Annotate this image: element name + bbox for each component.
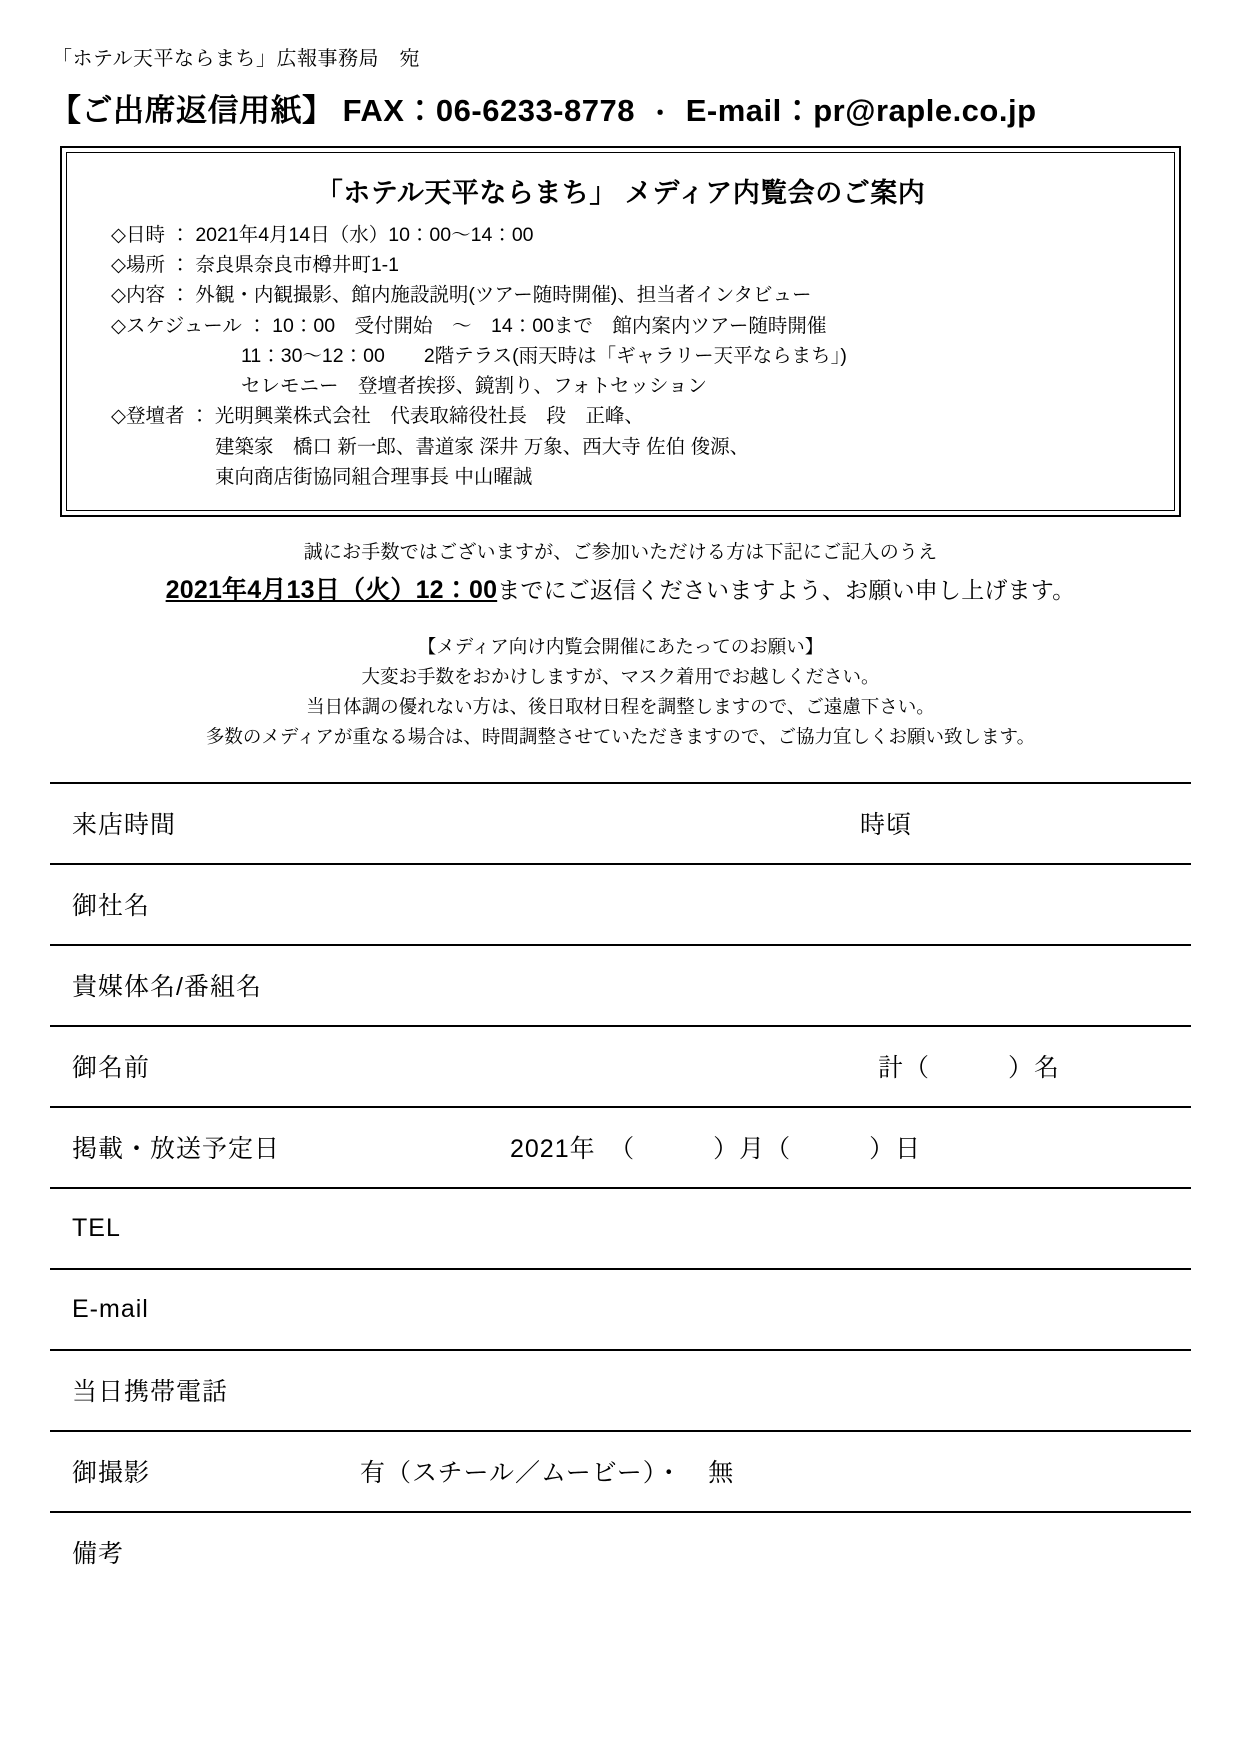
event-place: ◇場所 ： 奈良県奈良市樽井町1-1: [111, 254, 400, 277]
covid-notice-title: 【メディア向け内覧会開催にあたってのお願い】: [417, 635, 824, 657]
form-row-photography[interactable]: [50, 1432, 1191, 1513]
form-row-remarks[interactable]: [50, 1513, 1191, 1592]
form-label-remarks: 備考: [72, 1540, 125, 1569]
event-speakers-detail-2: 東向商店街協同組合理事長 中山曜誠: [215, 465, 533, 488]
event-datetime: ◇日時 ： 2021年4月14日（水）10：00～14：00: [111, 224, 534, 246]
reply-form-table: [50, 782, 1191, 1592]
form-label-email: E-mail: [72, 1294, 149, 1323]
covid-notice-line-3: 多数のメディアが重なる場合は、時間調整させていただきますので、ご協力宜しくお願い致します。: [205, 725, 1036, 747]
form-row-mobile[interactable]: [50, 1351, 1191, 1432]
reply-request-tail: までにご返信くださいますよう、お願い申し上げます。: [497, 576, 1076, 603]
form-label-name: 御名前: [72, 1054, 151, 1083]
event-speakers: ◇登壇者 ： 光明興業株式会社 代表取締役社長 段 正峰、: [111, 405, 644, 428]
form-row-company[interactable]: [50, 865, 1191, 946]
event-schedule: ◇スケジュール ： 10：00 受付開始 ～ 14：00まで 館内案内ツアー随時開催: [111, 314, 827, 337]
event-info-box: [60, 146, 1181, 517]
covid-notice-line-1: 大変お手数をおかけしますが、マスク着用でお越しください。: [361, 665, 880, 687]
covid-notice: [50, 632, 1191, 752]
form-value-name-count: 計（ ）名: [878, 1054, 1061, 1083]
form-row-publish-date[interactable]: [50, 1108, 1191, 1189]
form-row-name[interactable]: [50, 1027, 1191, 1108]
contact-separator: ・: [648, 100, 673, 127]
reply-request-line1: 誠にお手数ではございますが、ご参加いただける方は下記にご記入のうえ: [303, 541, 938, 563]
form-value-visit-time: 時頃: [860, 811, 913, 840]
event-speakers-detail-1: 建築家 橋口 新一郎、書道家 深井 万象、西大寺 佐伯 俊源、: [215, 435, 750, 458]
email-address: E-mail：pr@raple.co.jp: [685, 93, 1037, 128]
contact-header: [50, 85, 1191, 130]
addressee-line: 「ホテル天平ならまち」広報事務局 宛: [52, 48, 420, 70]
form-row-tel[interactable]: [50, 1189, 1191, 1270]
event-title: 「ホテル天平ならまち」 メディア内覧会のご案内: [315, 178, 926, 208]
form-label-company: 御社名: [72, 892, 151, 921]
event-content: ◇内容 ： 外観・内観撮影、館内施設説明(ツアー随時開催)、担当者インタビュー: [111, 284, 812, 307]
event-schedule-detail-1: 11：30～12：00 2階テラス(雨天時は「ギャラリー天平ならまち」): [241, 344, 847, 367]
form-title: 【ご出席返信用紙】: [50, 93, 334, 128]
form-label-media-program: 貴媒体名/番組名: [72, 973, 262, 1002]
reply-request-line2: [50, 570, 1191, 606]
event-schedule-detail-2: セレモニー 登壇者挨拶、鏡割り、フォトセッション: [241, 375, 708, 398]
form-label-tel: TEL: [72, 1213, 121, 1242]
form-row-email[interactable]: [50, 1270, 1191, 1351]
form-value-publish-date: 2021年 （ ）月（ ）日: [510, 1135, 922, 1164]
reply-request: [50, 537, 1191, 606]
event-info-box-inner: [66, 152, 1175, 511]
form-row-media-program[interactable]: [50, 946, 1191, 1027]
reply-deadline: 2021年4月13日（火）12：00: [165, 575, 498, 604]
form-label-photography: 御撮影: [72, 1459, 151, 1488]
form-label-visit-time: 来店時間: [72, 811, 177, 840]
covid-notice-line-2: 当日体調の優れない方は、後日取材日程を調整しますので、ご遠慮下さい。: [306, 695, 935, 717]
form-value-photography-options: 有（スチール／ムービー）・ 無: [360, 1459, 735, 1488]
form-label-publish-date: 掲載・放送予定日: [72, 1135, 281, 1164]
form-label-mobile: 当日携帯電話: [72, 1378, 229, 1407]
fax-number: FAX：06-6233-8778: [342, 93, 635, 128]
form-row-visit-time[interactable]: [50, 784, 1191, 865]
